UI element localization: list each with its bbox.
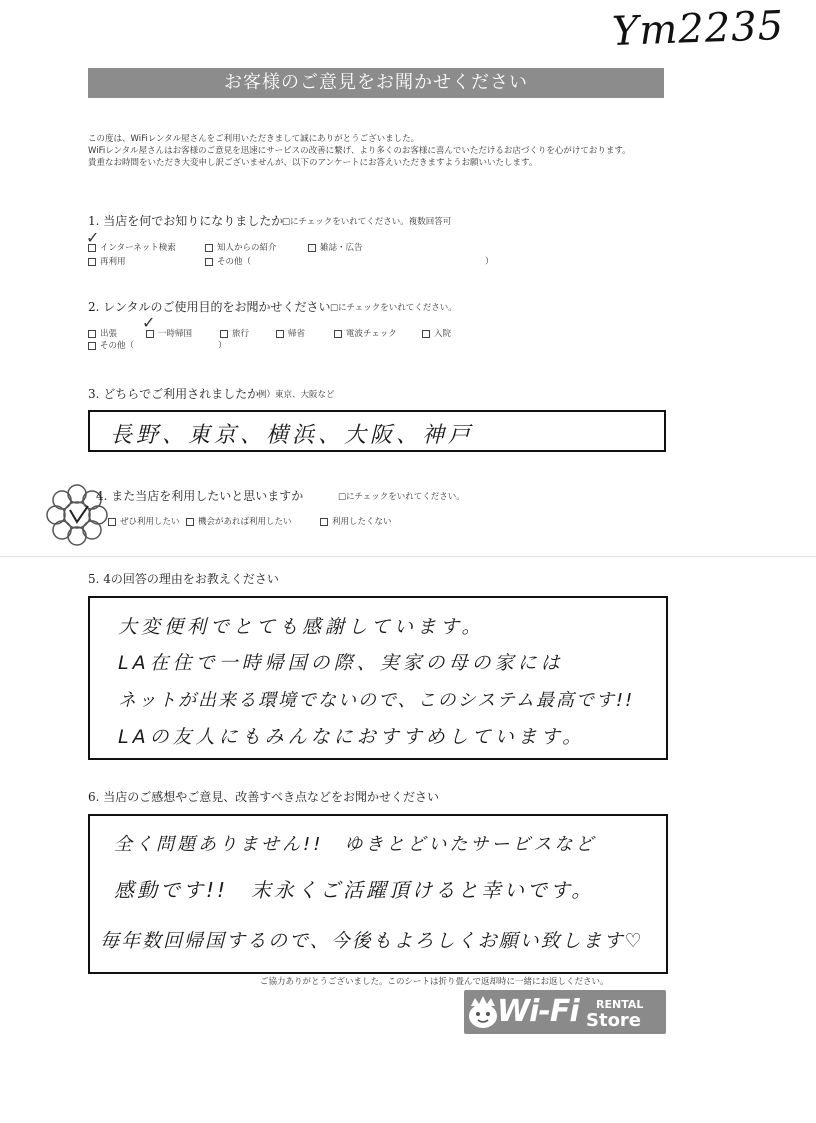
q4-title: 4. また当店を利用したいと思いますか bbox=[96, 489, 304, 503]
thanks-note: ご協力ありがとうございました。このシートは折り畳んで返却時に一緒にお返しください。 bbox=[260, 977, 609, 987]
q3-answer-text: 長野、東京、横浜、大阪、神戸 bbox=[110, 423, 475, 448]
document-code: Ym2235 bbox=[611, 3, 785, 55]
checkbox-icon bbox=[186, 518, 194, 526]
checkbox-icon bbox=[88, 258, 96, 266]
checkbox-icon bbox=[205, 258, 213, 266]
q4-note: □にチェックをいれてください。 bbox=[338, 492, 465, 502]
q6-answer-line: 毎年数回帰国するので、今後もよろしくお願い致します♡ bbox=[100, 930, 644, 952]
check-mark-icon: ✓ bbox=[142, 313, 156, 332]
q2-note: □にチェックをいれてください。 bbox=[330, 303, 457, 313]
q4-option-definitely[interactable]: ぜひ利用したい bbox=[108, 515, 180, 527]
q4-option-maybe[interactable]: 機会があれば利用したい bbox=[186, 515, 292, 527]
survey-banner-title: お客様のご意見をお聞かせください bbox=[88, 68, 664, 98]
q1-option-reuse[interactable]: 再利用 bbox=[88, 255, 126, 267]
q3-title: 3. どちらでご利用されましたか bbox=[88, 387, 260, 401]
logo-wifi-text: Wi-Fi bbox=[497, 994, 579, 1029]
q6-answer-box[interactable] bbox=[88, 814, 668, 974]
q5-answer-line: 大変便利でとても感謝しています。 bbox=[118, 616, 485, 638]
q5-title: 5. 4の回答の理由をお教えください bbox=[88, 572, 279, 586]
q1-option-referral[interactable]: 知人からの紹介 bbox=[205, 241, 277, 253]
q1-option-other[interactable]: その他（ bbox=[205, 255, 251, 267]
q2-other-close: ） bbox=[218, 341, 227, 351]
checkbox-icon bbox=[108, 518, 116, 526]
q1-option-magazine[interactable]: 雑誌・広告 bbox=[308, 241, 363, 253]
q5-answer-line: LAの友人にもみんなにおすすめしています。 bbox=[118, 726, 586, 748]
checkbox-icon bbox=[334, 330, 342, 338]
q1-other-close: ） bbox=[485, 257, 494, 267]
q2-option-travel[interactable]: 旅行 bbox=[220, 327, 249, 339]
checkbox-icon bbox=[320, 518, 328, 526]
mascot-icon bbox=[466, 994, 500, 1030]
q2-option-homecoming[interactable]: 帰省 bbox=[276, 327, 305, 339]
q2-option-business[interactable]: 出張 bbox=[88, 327, 117, 339]
q6-title: 6. 当店のご感想やご意見、改善すべき点などをお聞かせください bbox=[88, 790, 440, 804]
fold-line bbox=[0, 556, 816, 557]
checkbox-icon bbox=[276, 330, 284, 338]
logo-rental-text: RENTAL bbox=[596, 998, 644, 1011]
intro-text bbox=[88, 133, 668, 169]
logo-store-text: Store bbox=[586, 1010, 642, 1031]
q3-answer-box[interactable] bbox=[88, 410, 666, 452]
q2-option-hospital[interactable]: 入院 bbox=[422, 327, 451, 339]
checkbox-icon bbox=[220, 330, 228, 338]
checkbox-icon bbox=[88, 342, 96, 350]
checkbox-icon bbox=[422, 330, 430, 338]
checkbox-icon bbox=[308, 244, 316, 252]
intro-line: WiFiレンタル屋さんはお客様のご意見を迅速にサービスの改善に繋げ、より多くのお客様に喜んでいただけるお店づくりを心がけております。 bbox=[88, 146, 631, 156]
q1-note: □にチェックをいれてください。複数回答可 bbox=[282, 217, 452, 227]
q2-title: 2. レンタルのご使用目的をお聞かせください bbox=[88, 300, 331, 314]
q5-answer-line: LA在住で一時帰国の際、実家の母の家には bbox=[118, 652, 564, 674]
intro-line: この度は、WiFiレンタル屋さんをご利用いただきまして誠にありがとうございました。 bbox=[88, 134, 420, 144]
q6-answer-line: 感動です!! 末永くご活躍頂けると幸いです。 bbox=[114, 878, 595, 902]
checkbox-icon bbox=[205, 244, 213, 252]
intro-line: 貴重なお時間をいただき大変申し訳ございませんが、以下のアンケートにお答えいただきますようお願いいたします。 bbox=[88, 158, 538, 168]
q5-answer-box[interactable] bbox=[88, 596, 668, 760]
q1-title: 1. 当店を何でお知りになりましたか bbox=[88, 214, 284, 228]
q5-answer-line: ネットが出来る環境でないので、このシステム最高です!! bbox=[118, 690, 635, 711]
q3-note: 例）東京、大阪など bbox=[258, 390, 335, 400]
q2-option-other[interactable]: その他（ bbox=[88, 339, 134, 351]
q2-option-temporary-return[interactable]: 一時帰国 bbox=[146, 327, 192, 339]
q1-option-internet[interactable]: インターネット検索 bbox=[88, 241, 176, 253]
q6-answer-line: 全く問題ありません!! ゆきとどいたサービスなど bbox=[114, 834, 597, 855]
q2-option-signal-check[interactable]: 電波チェック bbox=[334, 327, 397, 339]
check-mark-icon: ✓ bbox=[86, 228, 100, 247]
q4-option-no[interactable]: 利用したくない bbox=[320, 515, 392, 527]
checkbox-icon bbox=[88, 330, 96, 338]
